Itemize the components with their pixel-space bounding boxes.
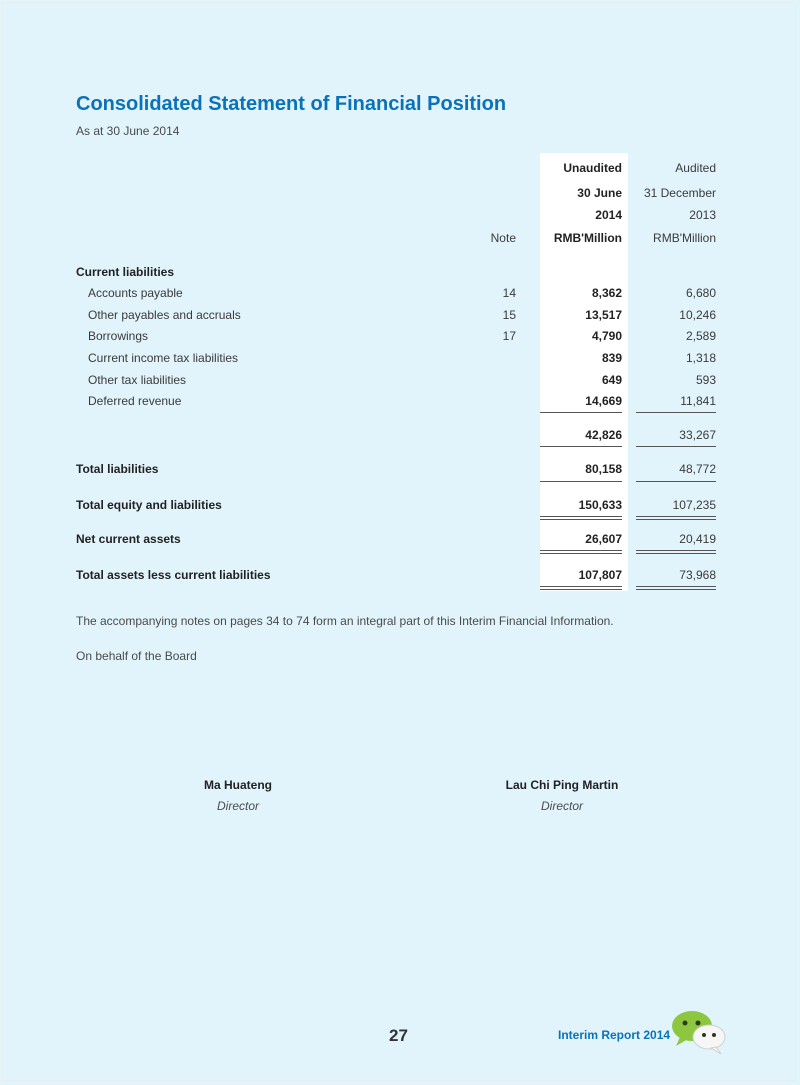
double-rule xyxy=(636,519,716,520)
row-label: Other payables and accruals xyxy=(88,308,241,322)
signatory-role: Director xyxy=(216,799,259,813)
table-row xyxy=(0,351,800,367)
row-unaudited: 839 xyxy=(601,351,622,365)
table-row xyxy=(0,373,800,389)
row-unaudited: 649 xyxy=(601,373,622,387)
total-audited: 20,419 xyxy=(679,532,716,546)
section-title: Current liabilities xyxy=(76,265,175,279)
rule xyxy=(540,446,622,447)
header-audited-unit: RMB'Million xyxy=(653,231,716,245)
header-audited-year: 2013 xyxy=(689,208,716,222)
header-unaudited-year: 2014 xyxy=(595,208,622,222)
table-row xyxy=(0,394,800,410)
header-audited: Audited xyxy=(675,161,716,175)
subtotal-rule xyxy=(540,412,622,413)
row-audited: 10,246 xyxy=(679,308,716,322)
row-note: 17 xyxy=(502,329,516,343)
total-unaudited: 26,607 xyxy=(585,532,622,546)
row-label: Borrowings xyxy=(88,329,149,343)
table-row xyxy=(0,308,800,324)
total-row xyxy=(0,462,800,478)
footnote: The accompanying notes on pages 34 to 74 form an integral part of this Interim Financial Information. xyxy=(76,614,614,628)
double-rule xyxy=(540,553,622,554)
double-rule xyxy=(636,516,716,517)
total-audited: 48,772 xyxy=(679,462,716,476)
rule xyxy=(636,446,716,447)
signatory-role: Director xyxy=(540,799,583,813)
row-audited: 6,680 xyxy=(685,286,716,300)
header-unaudited-date: 30 June xyxy=(577,186,622,200)
subtotal-row xyxy=(0,428,800,444)
double-rule xyxy=(540,516,622,517)
row-label: Other tax liabilities xyxy=(88,373,187,387)
double-rule xyxy=(636,553,716,554)
total-unaudited: 80,158 xyxy=(585,462,622,476)
total-audited: 73,968 xyxy=(679,568,716,582)
row-unaudited: 13,517 xyxy=(585,308,622,322)
page-subtitle: As at 30 June 2014 xyxy=(76,124,180,138)
signatory-name: Ma Huateng xyxy=(203,778,272,792)
row-label: Deferred revenue xyxy=(88,394,182,408)
total-unaudited: 107,807 xyxy=(578,568,622,582)
signatory-name: Lau Chi Ping Martin xyxy=(505,778,619,792)
rule xyxy=(540,481,622,482)
row-unaudited: 4,790 xyxy=(591,329,622,343)
subtotal-audited: 33,267 xyxy=(679,428,716,442)
total-label: Total liabilities xyxy=(76,462,159,476)
table-row xyxy=(0,286,800,302)
total-row xyxy=(0,532,800,548)
board-text: On behalf of the Board xyxy=(76,649,197,663)
double-rule xyxy=(636,586,716,587)
subtotal-unaudited: 42,826 xyxy=(585,428,622,442)
double-rule xyxy=(636,550,716,551)
row-audited: 1,318 xyxy=(685,351,716,365)
row-label: Accounts payable xyxy=(88,286,183,300)
row-audited: 2,589 xyxy=(685,329,716,343)
total-audited: 107,235 xyxy=(672,498,716,512)
row-unaudited: 8,362 xyxy=(591,286,622,300)
subtotal-rule xyxy=(636,412,716,413)
row-label: Current income tax liabilities xyxy=(88,351,239,365)
table-row xyxy=(0,329,800,345)
row-note: 15 xyxy=(502,308,516,322)
page-number: 27 xyxy=(389,1026,408,1045)
header-audited-date: 31 December xyxy=(643,186,716,200)
row-unaudited: 14,669 xyxy=(585,394,622,408)
total-row xyxy=(0,498,800,514)
header-unaudited-unit: RMB'Million xyxy=(553,231,622,245)
double-rule xyxy=(540,519,622,520)
page-title: Consolidated Statement of Financial Position xyxy=(76,93,507,115)
header-note: Note xyxy=(490,231,516,245)
total-unaudited: 150,633 xyxy=(578,498,622,512)
header-unaudited: Unaudited xyxy=(563,161,622,175)
row-audited: 593 xyxy=(695,373,716,387)
double-rule xyxy=(540,550,622,551)
total-label: Total equity and liabilities xyxy=(76,498,222,512)
double-rule xyxy=(540,586,622,587)
row-audited: 11,841 xyxy=(680,394,716,408)
wechat-bubbles-icon xyxy=(668,1006,728,1056)
row-note: 14 xyxy=(502,286,516,300)
total-row xyxy=(0,568,800,584)
report-title: Interim Report 2014 xyxy=(558,1028,671,1042)
double-rule xyxy=(540,589,622,590)
double-rule xyxy=(636,589,716,590)
rule xyxy=(636,481,716,482)
total-label: Net current assets xyxy=(76,532,181,546)
total-label: Total assets less current liabilities xyxy=(76,568,271,582)
